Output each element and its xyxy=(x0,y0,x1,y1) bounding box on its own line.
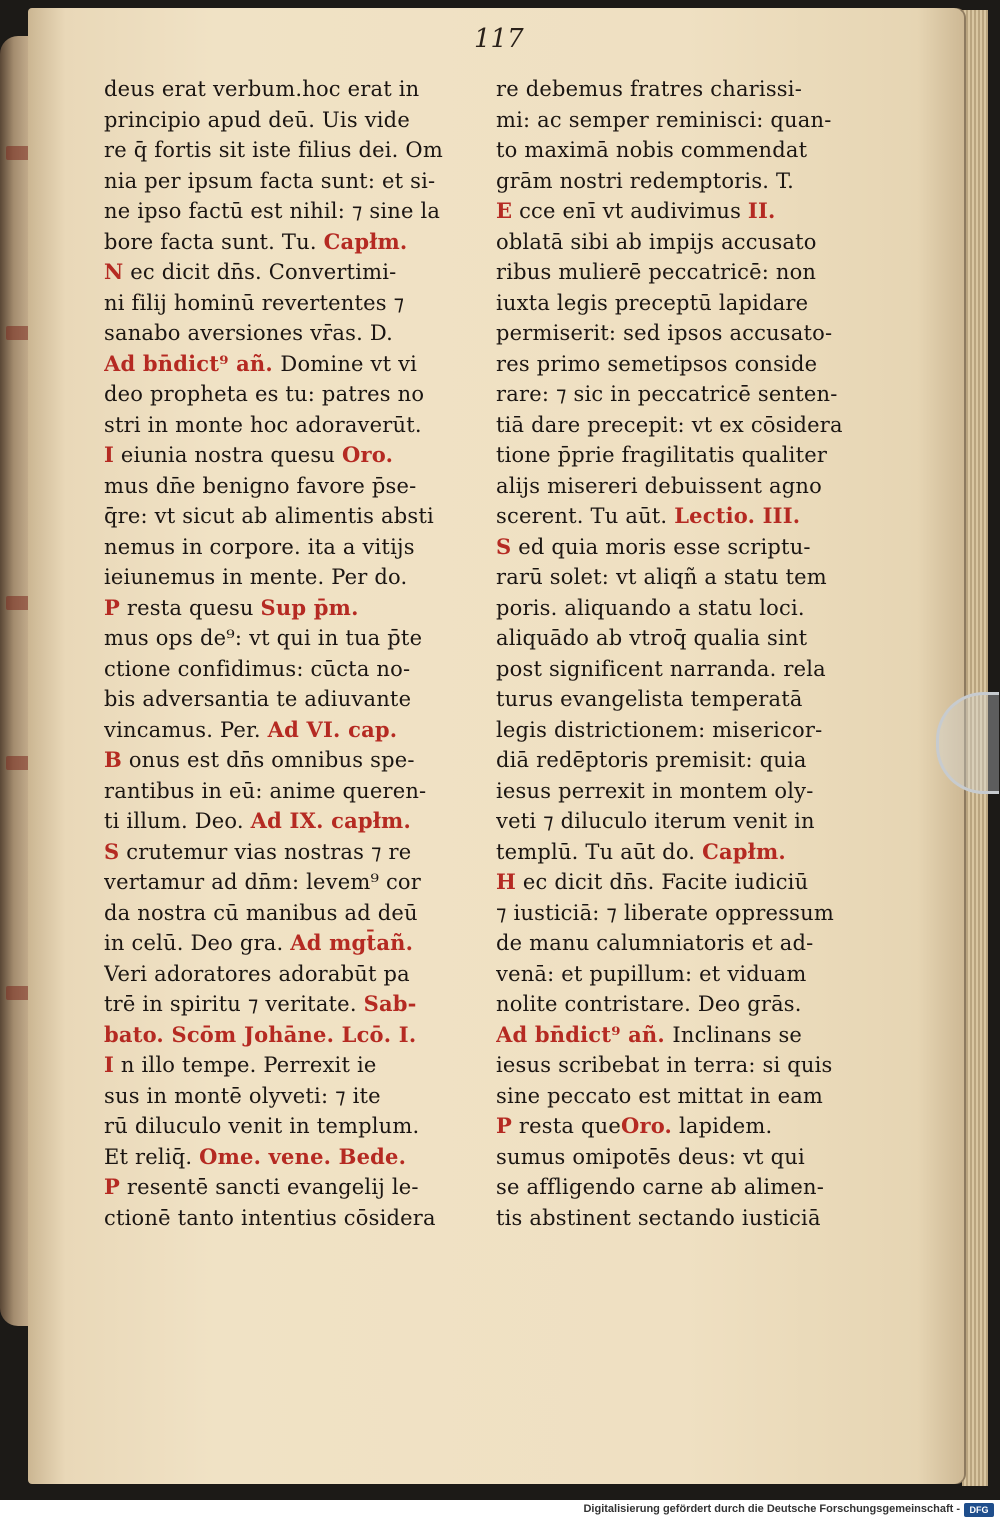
line-text: permiserit: sed ipsos accusato- xyxy=(496,321,833,345)
text-line xyxy=(104,1020,476,1051)
text-line xyxy=(496,166,880,197)
text-line xyxy=(104,1081,476,1112)
text-line xyxy=(104,440,476,471)
text-line xyxy=(104,379,476,410)
line-text: stri in monte hoc adoraverūt. xyxy=(104,412,422,437)
line-text: re debemus fratres charissi- xyxy=(496,77,802,101)
text-line xyxy=(496,379,880,410)
text-line xyxy=(496,257,880,288)
line-text: scerent. Tu aūt. xyxy=(496,504,675,528)
text-line xyxy=(104,257,476,288)
text-line xyxy=(104,776,476,807)
text-line xyxy=(104,532,476,563)
rubric-text: Lectio. III. xyxy=(674,503,801,528)
text-line xyxy=(104,745,476,776)
line-text: deo propheta es tu: patres no xyxy=(104,382,425,406)
text-line xyxy=(496,959,880,990)
text-line xyxy=(104,898,476,929)
rubric-text: S xyxy=(496,533,512,559)
rubric-text: Sab- xyxy=(363,991,417,1016)
line-text: vincamus. Per. xyxy=(104,717,268,742)
rubric-text: P xyxy=(104,594,120,620)
line-text: nolite contristare. Deo grās. xyxy=(496,992,802,1016)
text-line xyxy=(496,898,880,929)
text-line xyxy=(104,288,476,319)
line-text: iesus perrexit in montem oly- xyxy=(496,778,814,803)
text-line xyxy=(496,1142,880,1173)
line-text: sus in montē olyveti: ⁊ ite xyxy=(104,1083,381,1108)
line-text: eiunia nostra quesu xyxy=(114,443,343,467)
rubric-text: Ad bn̄dict⁹ añ. xyxy=(104,350,281,376)
text-line xyxy=(104,135,476,166)
text-line xyxy=(496,654,880,685)
text-line xyxy=(496,593,880,624)
text-line xyxy=(496,227,880,258)
line-text: legis districtionem: misericor- xyxy=(496,717,823,742)
text-line xyxy=(104,593,476,624)
line-text: tis abstinent sectando iusticiā xyxy=(496,1205,821,1230)
line-text: aliquādo ab vtroq̄ qualia sint xyxy=(496,626,808,650)
text-line xyxy=(496,1203,880,1234)
text-line xyxy=(496,349,880,380)
rubric-text: Sup p̄m. xyxy=(260,594,359,620)
line-text: iuxta legis preceptū lapidare xyxy=(496,290,809,315)
line-text: tiā dare precepit: vt ex cōsidera xyxy=(496,412,843,437)
line-text: se affligendo carne ab alimen- xyxy=(496,1175,825,1199)
text-line xyxy=(496,684,880,715)
line-text: ne ipso factū est nihil: ⁊ sine la xyxy=(104,199,441,223)
text-line xyxy=(104,196,476,227)
text-line xyxy=(104,227,476,258)
line-text: onus est dn̄s omnibus spe- xyxy=(121,748,415,772)
text-line xyxy=(496,1020,880,1051)
text-line xyxy=(496,928,880,959)
right-text-column xyxy=(496,74,880,1233)
line-text: resentē sancti evangelij le- xyxy=(120,1175,419,1199)
line-text: sine peccato est mittat in eam xyxy=(496,1083,824,1108)
line-text: tione p̄prie fragilitatis qualiter xyxy=(496,443,828,467)
rubric-text: I xyxy=(104,1052,115,1077)
line-text: resta quesu xyxy=(120,595,261,620)
rubric-text: Ad mgt̄añ. xyxy=(290,930,414,955)
text-line xyxy=(496,288,880,319)
line-text: Veri adoratores adorabūt pa xyxy=(104,961,410,986)
text-line xyxy=(496,471,880,502)
text-line xyxy=(104,501,476,532)
text-line xyxy=(104,105,476,136)
line-text: rare: ⁊ sic in peccatricē senten- xyxy=(496,382,838,406)
line-text: veti ⁊ diluculo iterum venit in xyxy=(496,809,815,833)
text-line xyxy=(496,837,880,868)
line-text: mi: ac semper reminisci: quan- xyxy=(496,107,832,132)
line-text: ni filij hominū revertentes ⁊ xyxy=(104,290,405,315)
text-line xyxy=(104,471,476,502)
text-line xyxy=(104,562,476,593)
text-line xyxy=(104,928,476,959)
line-text: rū diluculo venit in templum. xyxy=(104,1114,420,1138)
digitization-credit: Digitalisierung gefördert durch die Deutsche Forschungsgemeinschaft - xyxy=(583,1503,960,1515)
text-line xyxy=(496,318,880,349)
line-text: nemus in corpore. ita a vitijs xyxy=(104,534,415,559)
text-line xyxy=(496,501,880,532)
text-line xyxy=(104,1050,476,1081)
text-line xyxy=(104,74,476,105)
text-line xyxy=(496,562,880,593)
text-line xyxy=(496,196,880,227)
line-text: vertamur ad dn̄m: levem⁹ cor xyxy=(104,870,421,894)
text-line xyxy=(496,1111,880,1142)
line-text: sanabo aversiones vr̄as. D. xyxy=(104,321,394,345)
line-text: turus evangelista temperatā xyxy=(496,687,803,711)
text-line xyxy=(104,806,476,837)
line-text: Et reliq̄. xyxy=(104,1144,200,1169)
line-text: in celū. Deo gra. xyxy=(104,931,291,955)
rubric-text: H xyxy=(496,869,517,894)
text-line xyxy=(496,1172,880,1203)
line-text: post significent narranda. rela xyxy=(496,656,826,681)
line-text: de manu calumniatoris et ad- xyxy=(496,931,814,955)
rubric-text: Ad IX. capłm. xyxy=(250,808,411,833)
text-line xyxy=(104,837,476,868)
line-text: to maximā nobis commendat xyxy=(496,138,808,162)
text-line xyxy=(104,1203,476,1234)
rubric-text: S xyxy=(104,838,120,864)
line-text: ed quia moris esse scriptu- xyxy=(511,534,811,559)
text-line xyxy=(104,410,476,441)
line-text: n illo tempe. Perrexit ie xyxy=(114,1053,377,1077)
line-text: oblatā sibi ab impijs accusato xyxy=(496,229,817,254)
line-text: ribus mulierē peccatricē: non xyxy=(496,260,817,284)
rubric-text: B xyxy=(104,747,122,772)
line-text: nia per ipsum facta sunt: et si- xyxy=(104,168,436,193)
line-text: grām nostri redemptoris. T. xyxy=(496,168,795,193)
text-line xyxy=(496,806,880,837)
text-line xyxy=(496,776,880,807)
rubric-text: E xyxy=(496,198,513,223)
text-line xyxy=(104,1172,476,1203)
line-text: principio apud deū. Uis vide xyxy=(104,107,410,132)
line-text: templū. Tu aūt do. xyxy=(496,839,703,864)
text-line xyxy=(104,989,476,1020)
line-text: rantibus in eū: anime queren- xyxy=(104,778,427,803)
text-line xyxy=(496,623,880,654)
line-text: trē in spiritu ⁊ veritate. xyxy=(104,992,364,1016)
text-line xyxy=(104,349,476,380)
line-text: venā: et pupillum: et viduam xyxy=(496,961,807,986)
text-line xyxy=(496,532,880,563)
line-text: ti illum. Deo. xyxy=(104,809,251,833)
rubric-text: II. xyxy=(747,198,776,223)
rubric-text: N xyxy=(104,259,124,284)
line-text: crutemur vias nostras ⁊ re xyxy=(119,839,412,864)
line-text: deus erat verbum.hoc erat in xyxy=(104,77,420,101)
line-text: cce enī vt audivimus xyxy=(512,199,748,223)
line-text: ctionē tanto intentius cōsidera xyxy=(104,1205,436,1230)
text-line xyxy=(104,1111,476,1142)
line-text: re q̄ fortis sit iste filius dei. Om xyxy=(104,138,443,162)
line-text: ec dicit dn̄s. Facite iudiciū xyxy=(516,870,809,894)
line-text: lapidem. xyxy=(672,1114,773,1138)
line-text: Domine vt vi xyxy=(280,351,418,376)
rubric-text: P xyxy=(496,1113,512,1138)
text-line xyxy=(104,959,476,990)
text-line xyxy=(104,867,476,898)
text-line xyxy=(496,745,880,776)
line-text: ⁊ iusticiā: ⁊ liberate oppressum xyxy=(496,900,834,925)
rubric-text: Oro. xyxy=(342,442,394,467)
rubric-text: Ad VI. cap. xyxy=(267,716,398,742)
text-line xyxy=(104,318,476,349)
line-text: res primo semetipsos conside xyxy=(496,351,818,376)
text-line xyxy=(496,440,880,471)
rubric-text: Capłm. xyxy=(702,838,786,864)
line-text: rarū solet: vt aliqñ a statu tem xyxy=(496,565,827,589)
line-text: resta que xyxy=(512,1114,621,1138)
line-text: ieiunemus in mente. Per do. xyxy=(104,565,408,589)
line-text: q̄re: vt sicut ab alimentis absti xyxy=(104,504,434,528)
text-line xyxy=(496,1050,880,1081)
rubric-text: Oro. xyxy=(620,1113,673,1138)
rubric-text: Capłm. xyxy=(323,228,408,254)
line-text: bore facta sunt. Tu. xyxy=(104,229,324,254)
text-line xyxy=(496,105,880,136)
line-text: poris. aliquando a statu loci. xyxy=(496,595,805,620)
text-line xyxy=(104,715,476,746)
line-text: sumus omipotēs deus: vt qui xyxy=(496,1144,805,1169)
line-text: iesus scribebat in terra: si quis xyxy=(496,1053,833,1077)
text-line xyxy=(104,166,476,197)
text-line xyxy=(104,623,476,654)
line-text: bis adversantia te adiuvante xyxy=(104,687,412,711)
text-line xyxy=(496,1081,880,1112)
line-text: diā redēptoris premisit: quia xyxy=(496,748,807,772)
dfg-logo: DFG xyxy=(964,1503,994,1517)
left-text-column xyxy=(104,74,476,1233)
line-text: Inclinans se xyxy=(672,1022,803,1047)
line-text: ctione confidimus: cūcta no- xyxy=(104,656,411,681)
text-line xyxy=(496,715,880,746)
line-text: ec dicit dn̄s. Convertimi- xyxy=(123,260,397,284)
text-line xyxy=(496,74,880,105)
text-line xyxy=(104,684,476,715)
rubric-text: Ome. vene. Bede. xyxy=(199,1143,407,1169)
text-line xyxy=(496,135,880,166)
rubric-text: I xyxy=(104,442,115,467)
text-line xyxy=(104,1142,476,1173)
text-line xyxy=(104,654,476,685)
rubric-text: Ad bn̄dict⁹ añ. xyxy=(496,1021,673,1047)
text-line xyxy=(496,867,880,898)
line-text: alijs misereri debuissent agno xyxy=(496,473,822,498)
line-text: mus dn̄e benigno favore p̄se- xyxy=(104,473,417,498)
text-line xyxy=(496,989,880,1020)
text-line xyxy=(496,410,880,441)
rubric-text: P xyxy=(104,1174,120,1199)
line-text: mus ops de⁹: vt qui in tua p̄te xyxy=(104,626,423,650)
line-text: da nostra cū manibus ad deū xyxy=(104,900,418,925)
folio-number: 117 xyxy=(474,24,524,54)
rubric-text: bato. Scōm Johāne. Lcō. I. xyxy=(104,1021,417,1047)
